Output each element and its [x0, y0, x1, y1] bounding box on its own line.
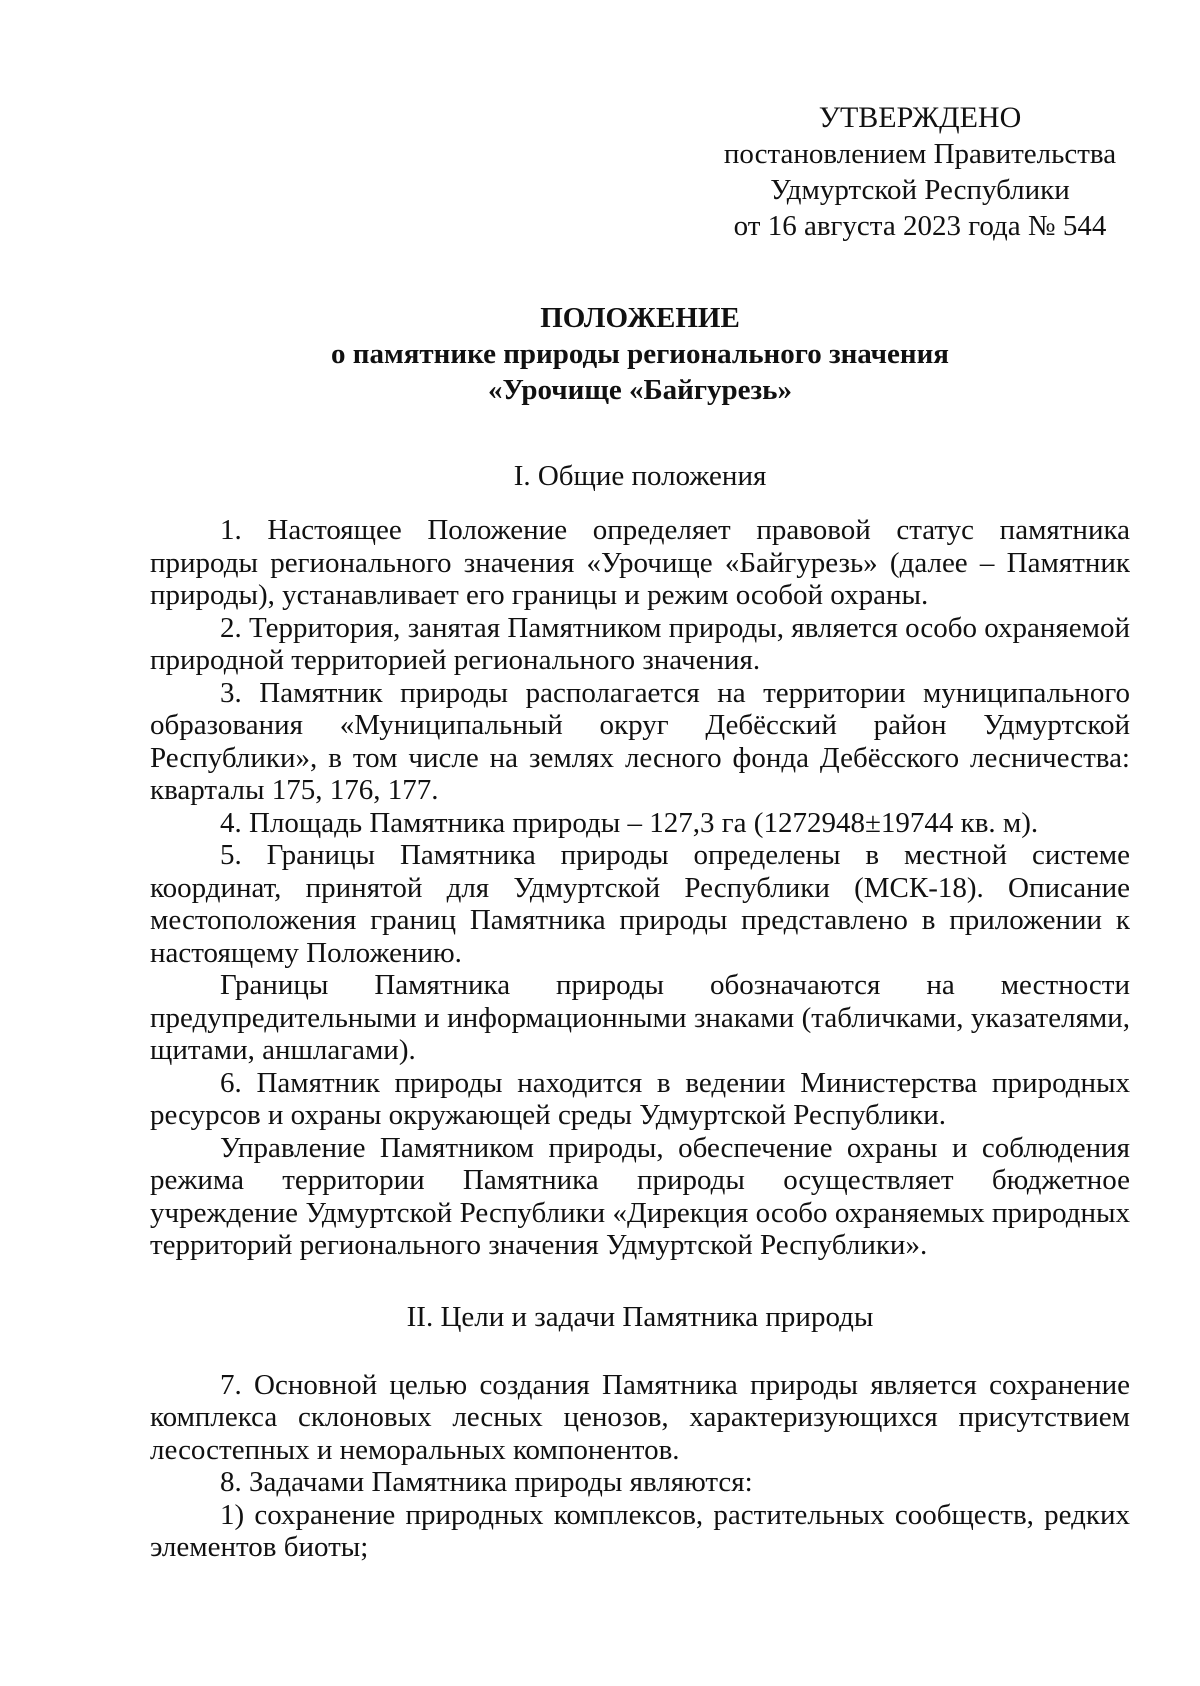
- paragraph-8: 8. Задачами Памятника природы являются:: [220, 1466, 753, 1498]
- approval-stamp-block: [720, 100, 1120, 244]
- paragraph-7: 7. Основной целью создания Памятника природы является сохранение комплекса склоновых лесных ценозов, характеризующихся присутствием лесостепных и неморальных компонентов.: [150, 1368, 1130, 1466]
- document-title: ПОЛОЖЕНИЕ: [540, 302, 740, 334]
- document-subtitle-2: «Урочище «Байгурезь»: [488, 374, 792, 406]
- paragraph-1: 1. Настоящее Положение определяет правовой статус памятника природы регионального значения «Урочище «Байгурезь» (далее – Памятник природы), устанавливает его границы и режим особой охраны.: [150, 514, 1130, 611]
- paragraph-5: 5. Границы Памятника природы определены в местной системе координат, принятой для Удмуртской Республики (МСК-18). Описание местоположения границ Памятника природы представлено в приложении к настоящему Положению.: [150, 839, 1130, 969]
- paragraph-4: 4. Площадь Памятника природы – 127,3 га (1272948±19744 кв. м).: [220, 806, 1039, 839]
- approval-line-2: Удмуртской Республики: [770, 174, 1070, 206]
- paragraph-2: 2. Территория, занятая Памятником природы, является особо охраняемой природной территорией регионального значения.: [150, 611, 1130, 676]
- document-title-block: [150, 300, 1130, 408]
- document-subtitle-1: о памятнике природы регионального значения: [331, 338, 949, 370]
- section-1-heading: I. Общие положения: [513, 460, 767, 492]
- document-body: [150, 460, 1130, 1564]
- approval-title: УТВЕРЖДЕНО: [818, 101, 1022, 134]
- paragraph-6-continued: Управление Памятником природы, обеспечение охраны и соблюдения режима территории Памятника природы осуществляет бюджетное учреждение Удмуртской Республики «Дирекция особо охраняемых природных территорий регионального значения Удмуртской Республики».: [150, 1131, 1130, 1261]
- paragraph-3: 3. Памятник природы располагается на территории муниципального образования «Муниципальный округ Дебёсский район Удмуртской Республики», в том числе на землях лесного фонда Дебёсского лесничества: кварталы 175, 176, 177.: [150, 676, 1130, 806]
- approval-line-1: постановлением Правительства: [723, 138, 1117, 170]
- section-2-heading: II. Цели и задачи Памятника природы: [406, 1300, 874, 1333]
- paragraph-8-item-1: 1) сохранение природных комплексов, растительных сообществ, редких элементов биоты;: [150, 1498, 1130, 1563]
- paragraph-5-continued: Границы Памятника природы обозначаются на местности предупредительными и информационными знаками (табличками, указателями, щитами, аншлагами).: [150, 969, 1130, 1066]
- paragraph-6: 6. Памятник природы находится в ведении Министерства природных ресурсов и охраны окружающей среды Удмуртской Республики.: [150, 1066, 1130, 1131]
- approval-line-3: от 16 августа 2023 года № 544: [733, 210, 1107, 242]
